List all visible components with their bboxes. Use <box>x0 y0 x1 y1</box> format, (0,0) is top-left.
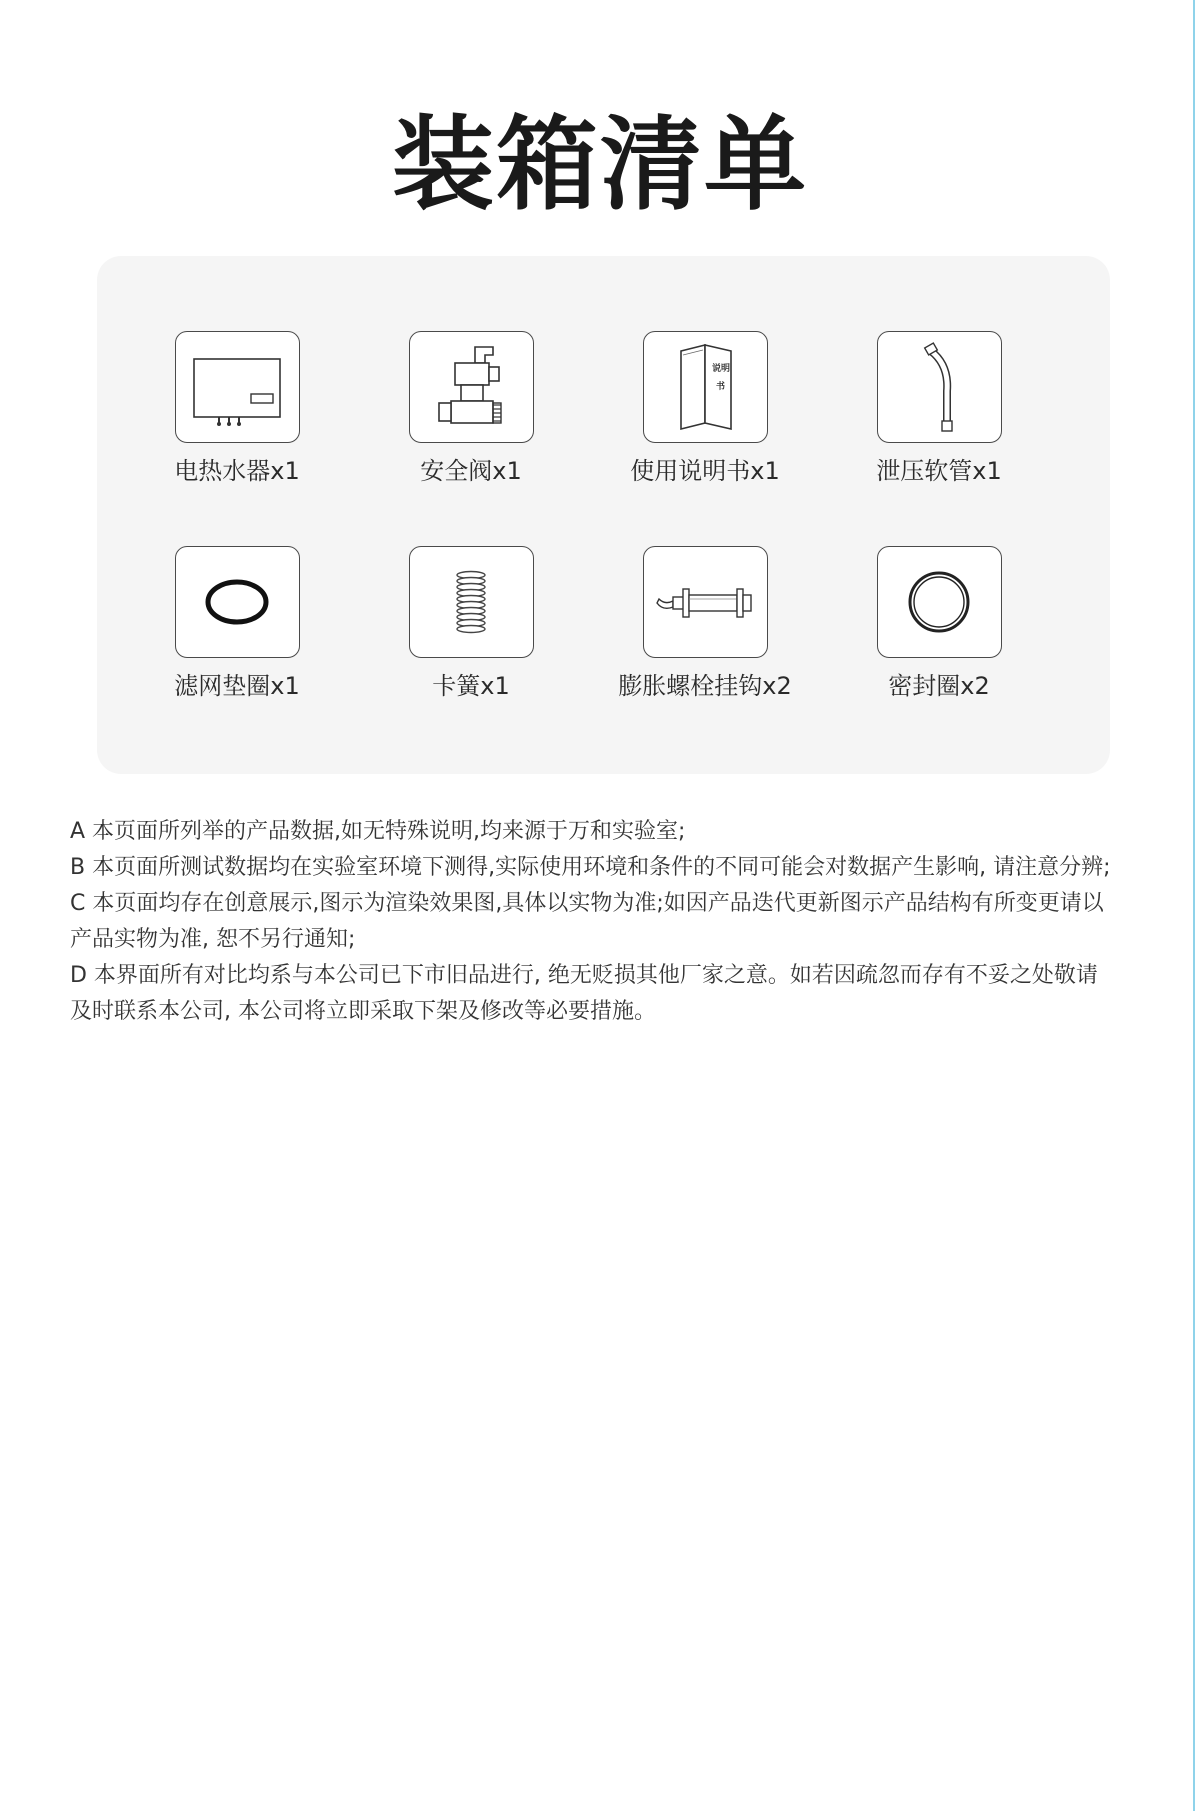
item-label: 电热水器x1 <box>174 457 300 485</box>
note-line: A 本页面所列举的产品数据,如无特殊说明,均来源于万和实验室; <box>70 819 686 844</box>
item-expansion-bolt-hook <box>588 546 822 701</box>
item-label: 密封圈x2 <box>888 672 990 700</box>
item-manual <box>588 331 822 486</box>
disclaimer-notes <box>70 814 1150 1030</box>
item-box <box>409 331 534 443</box>
item-box <box>175 331 300 443</box>
note-line: B 本页面所测试数据均在实验室环境下测得,实际使用环境和条件的不同可能会对数据产生影响, 请注意分辨; <box>70 855 1111 880</box>
item-label: 膨胀螺栓挂钩x2 <box>618 672 792 700</box>
item-hose <box>822 331 1056 486</box>
item-seal-ring <box>822 546 1056 701</box>
page-title: 装箱清单 <box>392 106 808 225</box>
expansion-bolt-hook-icon <box>655 577 755 627</box>
svg-text:书: 书 <box>716 382 726 392</box>
hose-icon <box>909 341 969 433</box>
item-box <box>877 546 1002 658</box>
manual-icon <box>669 341 741 433</box>
item-box <box>643 546 768 658</box>
spring-clip-icon <box>446 567 496 637</box>
item-label: 安全阀x1 <box>420 457 522 485</box>
item-safety-valve <box>354 331 588 486</box>
item-label: 使用说明书x1 <box>630 457 780 485</box>
svg-text:说明: 说明 <box>712 364 731 374</box>
water-heater-icon <box>189 347 285 427</box>
item-label: 滤网垫圈x1 <box>174 672 300 700</box>
note-line: C 本页面均存在创意展示,图示为渲染效果图,具体以实物为准;如因产品迭代更新图示产品结构有所变更请以 <box>70 891 1104 916</box>
packing-list-panel <box>97 256 1110 774</box>
item-label: 卡簧x1 <box>432 672 510 700</box>
item-box <box>643 331 768 443</box>
note-line: 产品实物为准, 恕不另行通知; <box>70 927 356 952</box>
item-spring-clip <box>354 546 588 701</box>
item-box <box>409 546 534 658</box>
note-line: 及时联系本公司, 本公司将立即采取下架及修改等必要措施。 <box>70 999 656 1024</box>
right-edge-line <box>1193 0 1195 1811</box>
item-box <box>175 546 300 658</box>
item-filter-gasket <box>120 546 354 701</box>
safety-valve-icon <box>431 341 511 433</box>
item-box <box>877 331 1002 443</box>
note-line: D 本界面所有对比均系与本公司已下市旧品进行, 绝无贬损其他厂家之意。如若因疏忽而存有不妥之处敬请 <box>70 963 1098 988</box>
item-label: 泄压软管x1 <box>876 457 1002 485</box>
filter-gasket-icon <box>197 572 277 632</box>
seal-ring-icon <box>901 564 977 640</box>
item-water-heater <box>120 331 354 486</box>
